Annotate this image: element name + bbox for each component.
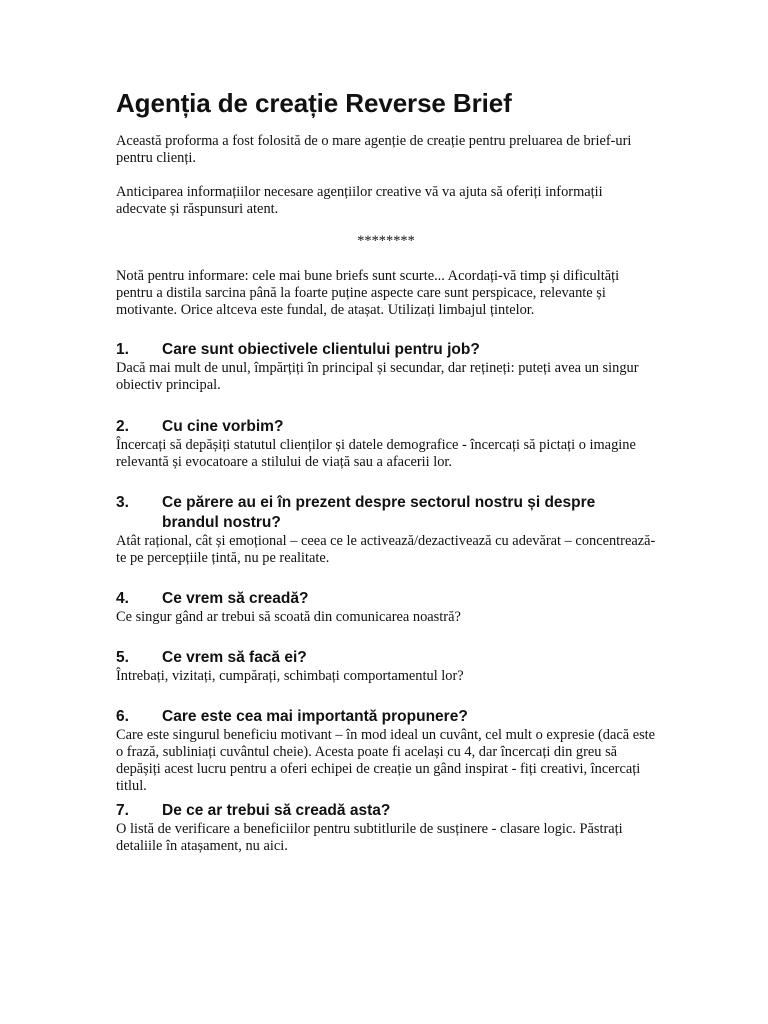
question-description: Ce singur gând ar trebui să scoată din comunicarea noastră? (116, 609, 461, 625)
question-text: Cu cine vorbim? (162, 418, 284, 435)
question-number: 3. (116, 494, 129, 511)
question-number: 2. (116, 418, 129, 435)
question-number: 5. (116, 649, 129, 666)
question-description: Întrebați, vizitați, cumpărați, schimbați comportamentul lor? (116, 668, 464, 684)
question-heading (116, 493, 656, 533)
question-text: Ce vrem să facă ei? (162, 649, 307, 666)
question-description: Dacă mai mult de unul, împărțiți în principal și secundar, dar rețineți: puteți avea un singur obiectiv principal. (116, 360, 639, 393)
note-paragraph: Notă pentru informare: cele mai bune briefs sunt scurte... Acordați-vă timp și dificultăți pentru a distila sarcina până la foarte puține aspecte care sunt perspicace, relevante și motivante. Orice altceva este fundal, de atașat. Utilizați limbajul țintelor. (116, 268, 620, 318)
question-description: Încercați să depășiți statutul clienților și datele demografice - încercați să pictați o imagine relevantă și evocatoare a stilului de viață sau a afacerii lor. (116, 437, 636, 470)
question-text: Ce vrem să creadă? (162, 590, 309, 607)
question-number: 1. (116, 341, 129, 358)
question-heading (116, 801, 656, 821)
page-title: Agenția de creație Reverse Brief (116, 88, 512, 118)
question-section-6 (116, 707, 656, 795)
question-heading (116, 417, 656, 437)
question-number: 7. (116, 802, 129, 819)
section-separator: ******** (357, 233, 415, 249)
document-page (116, 86, 656, 855)
question-heading (116, 589, 656, 609)
question-section-7 (116, 801, 656, 855)
question-section-4 (116, 589, 656, 626)
question-number: 4. (116, 590, 129, 607)
intro-paragraph-2: Anticiparea informațiilor necesare agențiilor creative vă va ajuta să oferiți informații adecvate și răspunsuri atent. (116, 184, 603, 217)
question-section-2 (116, 417, 656, 471)
question-heading (116, 648, 656, 668)
question-heading (116, 340, 656, 360)
question-section-5 (116, 648, 656, 685)
question-number: 6. (116, 708, 129, 725)
question-text: Ce părere au ei în prezent despre sectorul nostru și despre brandul nostru? (162, 494, 596, 531)
question-text: Care sunt obiectivele clientului pentru job? (162, 341, 480, 358)
question-section-3 (116, 493, 656, 567)
question-text: De ce ar trebui să creadă asta? (162, 802, 391, 819)
question-description: Care este singurul beneficiu motivant – în mod ideal un cuvânt, cel mult o expresie (dacă este o frază, subliniați cuvântul cheie). Acesta poate fi același cu 4, dar încercați din greu să depășiți acest lucru pentru a oferi echipei de creație un gând inspirat - fiți creativi, încercați titlul. (116, 727, 656, 794)
question-description: Atât rațional, cât și emoțional – ceea ce le activează/dezactivează cu adevărat – concentrează-te pe percepțiile țintă, nu pe realitate. (116, 533, 656, 566)
question-description: O listă de verificare a beneficiilor pentru subtitlurile de susținere - clasare logic. Păstrați detaliile în atașament, nu aici. (116, 821, 623, 854)
question-text: Care este cea mai importantă propunere? (162, 708, 468, 725)
question-section-1 (116, 340, 656, 394)
question-heading (116, 707, 656, 727)
intro-paragraph-1: Această proforma a fost folosită de o mare agenție de creație pentru preluarea de brief-uri pentru clienți. (116, 133, 632, 166)
